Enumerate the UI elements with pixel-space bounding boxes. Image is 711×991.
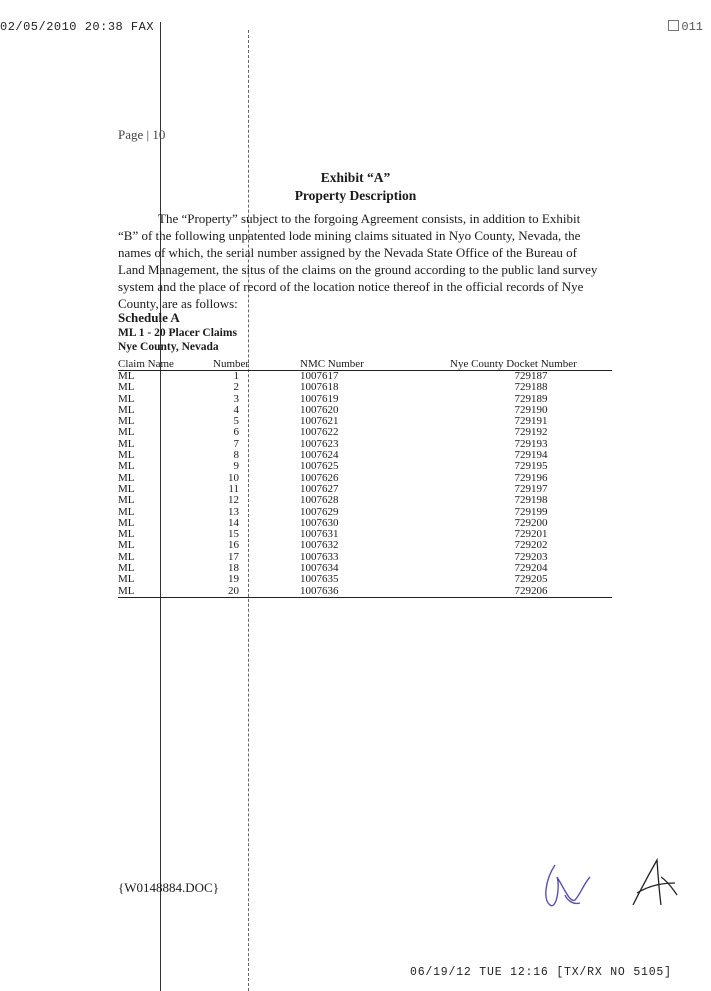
cell-nmc-number: 1007620 (300, 403, 339, 416)
cell-nmc-number: 1007633 (300, 550, 339, 563)
cell-docket-number: 729204 (514, 562, 548, 575)
cell-number-text: 9 (233, 460, 239, 473)
cell-nmc-number: 1007623 (300, 437, 339, 450)
cell-number-text: 6 (233, 426, 239, 439)
cell-nmc-number: 1007621 (300, 415, 339, 428)
cell-number-text: 3 (233, 392, 239, 405)
fax-page-number (668, 20, 703, 34)
cell-docket-number: 729202 (514, 539, 548, 552)
cell-claim-name: ML (118, 437, 135, 450)
cell-number-text: 2 (233, 381, 239, 394)
table-row (118, 574, 612, 585)
cell-number (213, 427, 300, 438)
cell-docket-number: 729198 (514, 494, 548, 507)
cell-docket-number: 729197 (514, 482, 548, 495)
cell-claim-name: ML (118, 539, 135, 552)
cell-nmc-number: 1007628 (300, 494, 339, 507)
cell-claim-name: ML (118, 528, 135, 541)
claims-table-body (118, 371, 612, 598)
cell-nmc-number: 1007625 (300, 460, 339, 473)
cell-docket-number: 729201 (514, 528, 548, 541)
cell-number-text: 14 (228, 516, 239, 529)
cell-number-text: 18 (228, 562, 239, 575)
table-row (118, 495, 612, 506)
cell-number-text: 17 (228, 550, 239, 563)
cell-nmc-number: 1007626 (300, 471, 339, 484)
cell-claim-name: ML (118, 573, 135, 586)
cell-claim-name: ML (118, 381, 135, 394)
cell-number (213, 484, 300, 495)
cell-nmc-number: 1007627 (300, 482, 339, 495)
cell-claim-name: ML (118, 516, 135, 529)
schedule-line-2: Nye County, Nevada (118, 341, 219, 353)
cell-claim-name: ML (118, 449, 135, 462)
header-number: Number (213, 358, 300, 371)
cell-number-text: 1 (233, 370, 239, 382)
exhibit-title: Exhibit “A” (320, 170, 391, 185)
cell-number (213, 405, 300, 416)
cell-nmc-number: 1007631 (300, 528, 339, 541)
cell-number-text: 12 (228, 494, 239, 507)
cell-claim-name: ML (118, 471, 135, 484)
cell-docket-number: 729195 (514, 460, 548, 473)
cell-nmc-number: 1007634 (300, 562, 339, 575)
cell-nmc-number: 1007636 (300, 586, 450, 598)
cell-number (213, 371, 300, 383)
cell-number-text: 10 (228, 471, 239, 484)
header-claim-name: Claim Name (118, 358, 213, 371)
cell-number (213, 507, 300, 518)
cell-number-text: 16 (228, 539, 239, 552)
cell-number (213, 586, 300, 598)
table-row (118, 382, 612, 393)
cell-number (213, 540, 300, 551)
cell-number (213, 439, 300, 450)
cell-number (213, 416, 300, 427)
cell-number-text: 8 (233, 449, 239, 462)
cell-number (213, 529, 300, 540)
cell-docket-number: 729188 (514, 381, 548, 394)
cell-docket-number: 729199 (514, 505, 548, 518)
document-id: {W0148884.DOC} (118, 880, 219, 895)
initials-signature-1 (535, 855, 605, 915)
cell-docket-number: 729190 (514, 403, 548, 416)
fax-footer: 06/19/12 TUE 12:16 [TX/RX NO 5105] (410, 966, 672, 979)
cell-number (213, 461, 300, 472)
cell-number-text: 7 (233, 437, 239, 450)
fax-page-icon (668, 20, 679, 31)
cell-number (213, 382, 300, 393)
fax-header: 02/05/2010 20:38 FAX (0, 20, 155, 34)
table-header-row (118, 358, 612, 371)
cell-docket-number: 729196 (514, 471, 548, 484)
cell-docket-number: 729192 (514, 426, 548, 439)
cell-docket-number: 729194 (514, 449, 548, 462)
cell-claim-name: ML (118, 392, 135, 405)
intro-text: The “Property” subject to the forgoing Agreement consists, in addition to Exhibit “B” of the following unpatented lode mining claims situated in Nyo County, Nevada, the names of which, the serial number assigned by the Nevada State Office of the Bureau of Land Management, the situs of the claims on the ground according to the public land survey system and the place of record of the location notice thereof in the official records of Nye County, are as follows: (118, 211, 598, 311)
cell-number (213, 495, 300, 506)
cell-nmc-number: 1007630 (300, 516, 339, 529)
initials-signature-2 (625, 855, 685, 915)
cell-number-text: 4 (233, 403, 239, 416)
schedule-title: Schedule A (118, 310, 180, 325)
cell-docket-number: 729200 (514, 516, 548, 529)
cell-number (213, 518, 300, 529)
cell-docket-number: 729191 (514, 415, 548, 428)
cell-number-text: 20 (228, 584, 239, 597)
cell-docket-number: 729206 (450, 586, 612, 598)
cell-number (213, 473, 300, 484)
cell-number (213, 574, 300, 585)
cell-claim-name: ML (118, 415, 135, 428)
cell-number (213, 552, 300, 563)
cell-docket-number: 729189 (514, 392, 548, 405)
cell-number (213, 450, 300, 461)
cell-claim-name: ML (118, 550, 135, 563)
cell-claim-name: ML (118, 426, 135, 439)
intro-paragraph (118, 210, 598, 312)
cell-number-text: 11 (228, 482, 239, 495)
cell-nmc-number: 1007624 (300, 449, 339, 462)
cell-number (213, 563, 300, 574)
header-docket-number: Nye County Docket Number (450, 358, 612, 371)
cell-docket-number: 729205 (514, 573, 548, 586)
cell-nmc-number: 1007635 (300, 573, 339, 586)
cell-number-text: 13 (228, 505, 239, 518)
page-label: Page | 10 (118, 127, 166, 142)
cell-nmc-number: 1007622 (300, 426, 339, 439)
cell-number-text: 5 (233, 415, 239, 428)
cell-nmc-number: 1007619 (300, 392, 339, 405)
table-row (118, 586, 612, 598)
cell-nmc-number: 1007632 (300, 539, 339, 552)
cell-nmc-number: 1007629 (300, 505, 339, 518)
cell-nmc-number: 1007618 (300, 381, 339, 394)
cell-number (213, 394, 300, 405)
cell-claim-name: ML (118, 403, 135, 416)
cell-docket-number: 729203 (514, 550, 548, 563)
header-nmc-number: NMC Number (300, 358, 450, 371)
cell-docket-number: 729187 (514, 370, 548, 382)
cell-number-text: 15 (228, 528, 239, 541)
cell-claim-name: ML (118, 586, 213, 598)
cell-claim-name: ML (118, 370, 135, 382)
cell-claim-name: ML (118, 505, 135, 518)
schedule-subtitle (118, 326, 237, 354)
cell-nmc-number: 1007617 (300, 370, 339, 382)
table-row (118, 461, 612, 472)
cell-number-text: 19 (228, 573, 239, 586)
cell-claim-name: ML (118, 482, 135, 495)
fax-page-text: 011 (681, 20, 703, 34)
claims-table (118, 358, 612, 598)
cell-docket-number: 729193 (514, 437, 548, 450)
cell-claim-name: ML (118, 562, 135, 575)
cell-claim-name: ML (118, 494, 135, 507)
cell-claim-name: ML (118, 460, 135, 473)
schedule-line-1: ML 1 - 20 Placer Claims (118, 327, 237, 339)
exhibit-subtitle: Property Description (294, 188, 417, 203)
